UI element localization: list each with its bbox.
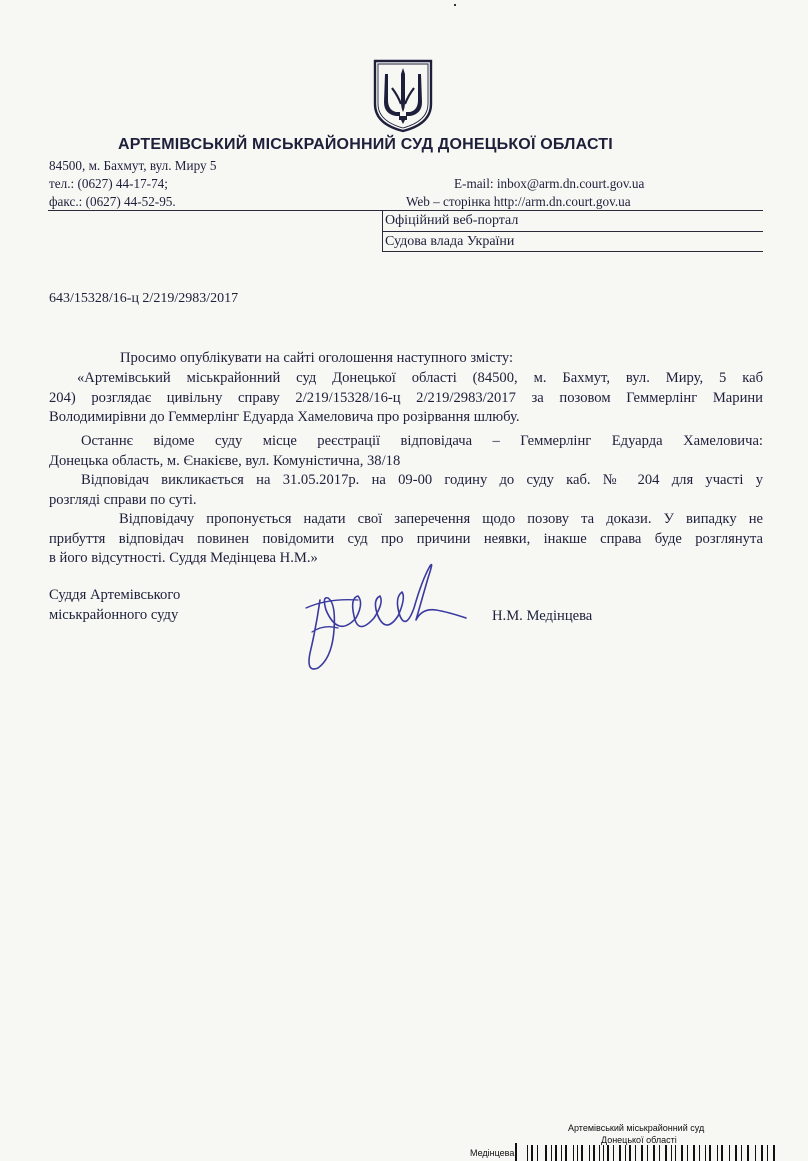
case-reference-number: 643/15328/16-ц 2/219/2983/2017 <box>49 291 239 306</box>
notice-line: Відповідачу пропонується надати свої заперечення щодо позову та докази. У випадку не <box>119 511 763 527</box>
handwritten-signature <box>298 558 468 683</box>
notice-line: «Артемівський міськрайонний суд Донецької області (84500, м. Бахмут, вул. Миру, 5 каб <box>77 370 763 386</box>
stamp-judge-name: Медінцева <box>470 1148 515 1158</box>
court-name-text: АРТЕМІВСЬКИЙ МІСЬКРАЙОННИЙ СУД ДОНЕЦЬКОЇ ОБЛАСТІ <box>118 136 613 153</box>
ukraine-trident-emblem-icon <box>372 58 434 134</box>
notice-line: Відповідач викликається на 31.05.2017р. на 09-00 годину до суду каб. № 204 для участі у <box>81 472 763 488</box>
court-website: Web – сторінка http://arm.dn.court.gov.ua <box>406 194 631 209</box>
stamp-region: Донецької області <box>601 1135 677 1145</box>
notice-line: прибуття відповідач повинен повідомити суд про причини неявки, інакше справа буде розглянута <box>49 530 763 547</box>
publication-request: Просимо опублікувати на сайті оголошення наступного змісту: <box>120 350 514 366</box>
notice-paragraph-case <box>49 369 763 428</box>
notice-line: Володимирівни до Геммерлінг Едуарда Хамеловича про розірвання шлюбу. <box>49 409 520 425</box>
court-address: 84500, м. Бахмут, вул. Миру 5 <box>49 158 217 173</box>
recipient-divider-1 <box>383 231 763 232</box>
notice-line: Останнє відоме суду місце реєстрації відповідача – Геммерлінг Едуарда Хамеловича: <box>81 433 763 449</box>
recipient-line-1: Офіційний веб-портал <box>385 213 519 228</box>
scan-speck <box>454 4 456 6</box>
signatory-role-line-1: Суддя Артемівського <box>49 587 181 603</box>
court-fax: факс.: (0627) 44-52-95. <box>49 194 176 209</box>
barcode-icon <box>515 1143 777 1161</box>
court-email: E-mail: inbox@arm.dn.court.gov.ua <box>454 176 645 191</box>
header-divider <box>48 210 763 211</box>
notice-line: Донецька область, м. Єнакієве, вул. Комуністична, 38/18 <box>49 452 401 469</box>
signatory-role-line-2: міськрайонного суду <box>49 607 179 623</box>
notice-paragraph-address <box>49 432 763 471</box>
notice-line: 204) розглядає цивільну справу 2/219/15328/16-ц 2/219/2983/2017 за позовом Геммерлінг Марини <box>49 389 763 406</box>
notice-paragraph-hearing <box>49 471 763 510</box>
recipient-line-2: Судова влада України <box>385 234 515 249</box>
signatory-name: Н.М. Медінцева <box>492 608 593 624</box>
notice-line: розгляді справи по суті. <box>49 491 197 508</box>
notice-line: в його відсутності. Суддя Медінцева Н.М.» <box>49 550 318 566</box>
court-phone: тел.: (0627) 44-17-74; <box>49 176 168 191</box>
recipient-divider-2 <box>383 251 763 252</box>
stamp-court-name: Артемівський міськрайонний суд <box>568 1123 705 1133</box>
